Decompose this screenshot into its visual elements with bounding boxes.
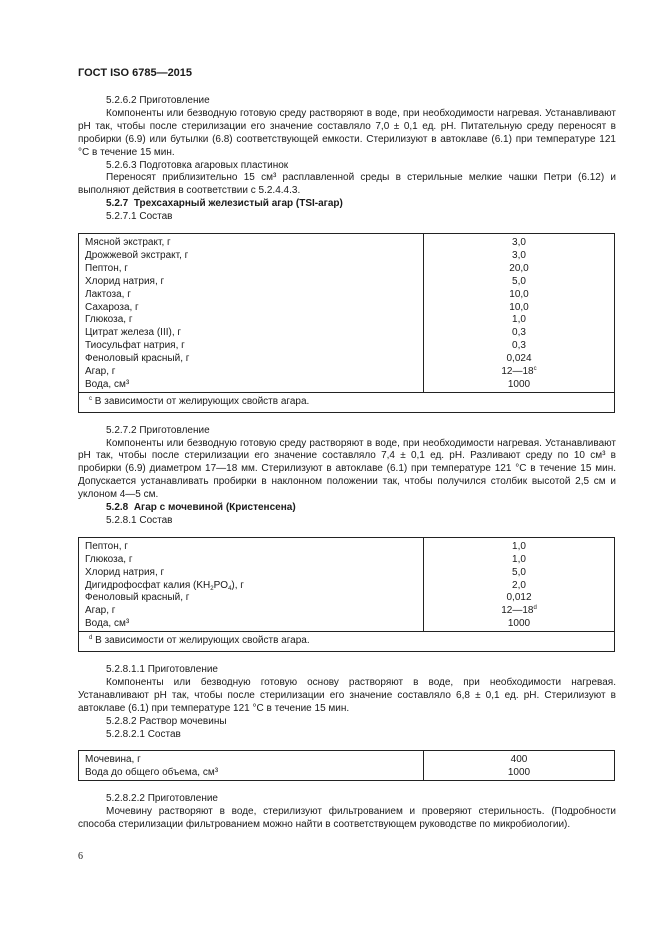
name-part: PO [213,579,229,591]
ingredient-value: 1,0 [512,314,526,326]
page-number: 6 [78,851,83,862]
ingredient-name: Феноловый красный, г [85,592,190,604]
name-part: Дигидрофосфат калия (KH [85,579,211,591]
ingredient-value: 0,3 [512,327,526,339]
ingredient-value: 5,0 [512,566,526,578]
ingredient-name: Глюкоза, г [85,314,133,326]
ingredient-values [424,234,615,393]
ingredient-value: 10,0 [509,301,529,313]
ingredient-value-cell [424,605,614,618]
section-5262-heading: 5.2.6.2 Приготовление [106,95,210,106]
ingredient-name: Мочевина, г [85,754,141,766]
composition-table-tsi [78,233,615,413]
ingredient-values [424,751,615,781]
ingredient-value: 1000 [507,618,531,630]
ingredient-name: Лактоза, г [85,288,131,300]
ingredient-name: Агар, г [85,365,116,377]
section-5272-text: Компоненты или безводную готовую среду растворяют в воде, при необходимости нагревая. Устанавливают pH так, чтобы после стерилизации его значение составляло 7,4 ± 0,1 ед. pH. Разливают среду по 10 см³ в пробирки (6.9) диаметром 17—18 мм. Стерилизуют в автоклаве (6.1) при температуре 121 °С в течение 15 мин. Допускается устанавливать пробирки в наклонном положении так, чтобы получился столбик высотой 2,5 см и уклоном 4—5 см. [78,437,616,501]
section-52811-heading: 5.2.8.1.1 Приготовление [106,664,218,676]
ingredient-name: Агар, г [85,605,116,617]
ingredient-names [79,234,424,393]
ingredient-value: 1000 [507,378,531,390]
ingredient-name: Феноловый красный, г [85,353,190,365]
subscript: 2 [210,585,214,592]
ingredient-value: 20,0 [509,262,529,274]
section-5271-heading: 5.2.7.1 Состав [106,211,173,223]
section-527-title: Трехсахарный железистый агар (TSI-агар) [133,198,343,210]
ingredient-value: 1,0 [512,553,526,565]
ingredient-name: Пептон, г [85,262,128,274]
ingredient-value: 5,0 [512,275,526,287]
ingredient-value: 12—18 [501,605,534,617]
section-5282-heading: 5.2.8.2 Раствор мочевины [106,715,227,727]
ingredient-value: 2,0 [512,579,526,591]
section-5263-heading: 5.2.6.3 Подготовка агаровых пластинок [106,159,289,171]
ingredient-value: 3,0 [512,249,526,261]
composition-table-urea-solution [78,750,615,781]
section-5281-heading: 5.2.8.1 Состав [106,515,173,526]
section-52822-text: Мочевину растворяют в воде, стерилизуют фильтрованием и проверяют стерильность. (Подробности способа стерилизации фильтрованием можно найти в соответствующем руководстве по микробиологии). [78,806,616,831]
ingredient-name: Вода, см³ [85,378,130,390]
section-527-number: 5.2.7 [106,198,129,210]
ingredient-name: Хлорид натрия, г [85,275,165,287]
section-528-number: 5.2.8 [106,502,129,514]
section-5272-heading: 5.2.7.2 Приготовление [106,424,210,436]
name-part: ), г [231,579,244,591]
ingredient-name: Вода до общего объема, см³ [85,767,219,779]
section-528-title: Агар с мочевиной (Кристенсена) [133,502,296,514]
section-5262-text: Компоненты или безводную готовую среду растворяют в воде, при необходимости нагревая. Устанавливают pH так, чтобы после стерилизации его значение составляло 7,0 ± 0,1 ед. pH. Питательную среду переносят в пробирки (6.9) или бутылки (6.8) соответствующей емкости. Стерилизуют в автоклаве (6.1) при температуре 121 °С в течение 15 мин. [78,107,616,158]
ingredient-value: 0,012 [506,592,532,604]
ingredient-name: Сахароза, г [85,301,139,313]
ingredient-name: Глюкоза, г [85,553,133,565]
footnote-text: В зависимости от желирующих свойств агара. [95,635,310,647]
footnote-mark: c [89,395,92,402]
ingredient-value: 0,024 [506,353,532,365]
ingredient-value: 1000 [507,767,531,779]
content [78,95,616,832]
ingredient-name: Дрожжевой экстракт, г [85,249,189,261]
standard-header: ГОСТ ISO 6785—2015 [78,67,193,79]
ingredient-name: Мясной экстракт, г [85,237,171,249]
table-footnote [79,392,615,412]
ingredient-names [79,537,424,631]
ingredient-value: 0,3 [512,340,526,352]
ingredient-name: Вода, см³ [85,618,130,630]
ingredient-names [79,751,424,781]
section-52821-heading: 5.2.8.2.1 Состав [106,728,181,740]
ingredient-name: Тиосульфат натрия, г [85,340,185,352]
ingredient-value: 12—18 [501,365,534,377]
ingredient-value: 1,0 [512,540,526,552]
table-footnote [79,632,615,652]
section-527-heading [78,198,616,211]
footnote-ref: d [533,605,537,612]
ingredient-value: 3,0 [512,237,526,249]
ingredient-name: Хлорид натрия, г [85,566,165,578]
ingredient-name: Пептон, г [85,540,128,552]
ingredient-value: 400 [510,754,528,766]
footnote-text: В зависимости от желирующих свойств агара. [94,395,310,407]
ingredient-value-cell [424,366,614,379]
section-52822-heading: 5.2.8.2.2 Приготовление [106,793,218,805]
subscript: 4 [228,585,232,592]
ingredient-value: 10,0 [509,288,529,300]
ingredient-name: Цитрат железа (III), г [85,327,182,339]
footnote-ref: c [533,365,537,372]
ingredient-name-formula [85,580,419,593]
composition-table-urea-agar [78,537,615,652]
ingredient-values [424,537,615,631]
section-528-heading [78,502,616,515]
footnote-mark: d [89,635,93,642]
section-5263-text: Переносят приблизительно 15 см³ расплавленной среды в стерильные мелкие чашки Петри (6.12) и выполняют действия в соответствии с 5.2.4.4.3. [78,172,616,197]
section-52811-text: Компоненты или безводную готовую основу растворяют в воде, при необходимости нагревая. Устанавливают pH так, чтобы после стерилизации его значение составляло 6,8 ± 0,1 ед. pH. Стерилизуют в автоклаве (6.1) при температуре 121 °С в течение 15 мин. [78,676,616,714]
